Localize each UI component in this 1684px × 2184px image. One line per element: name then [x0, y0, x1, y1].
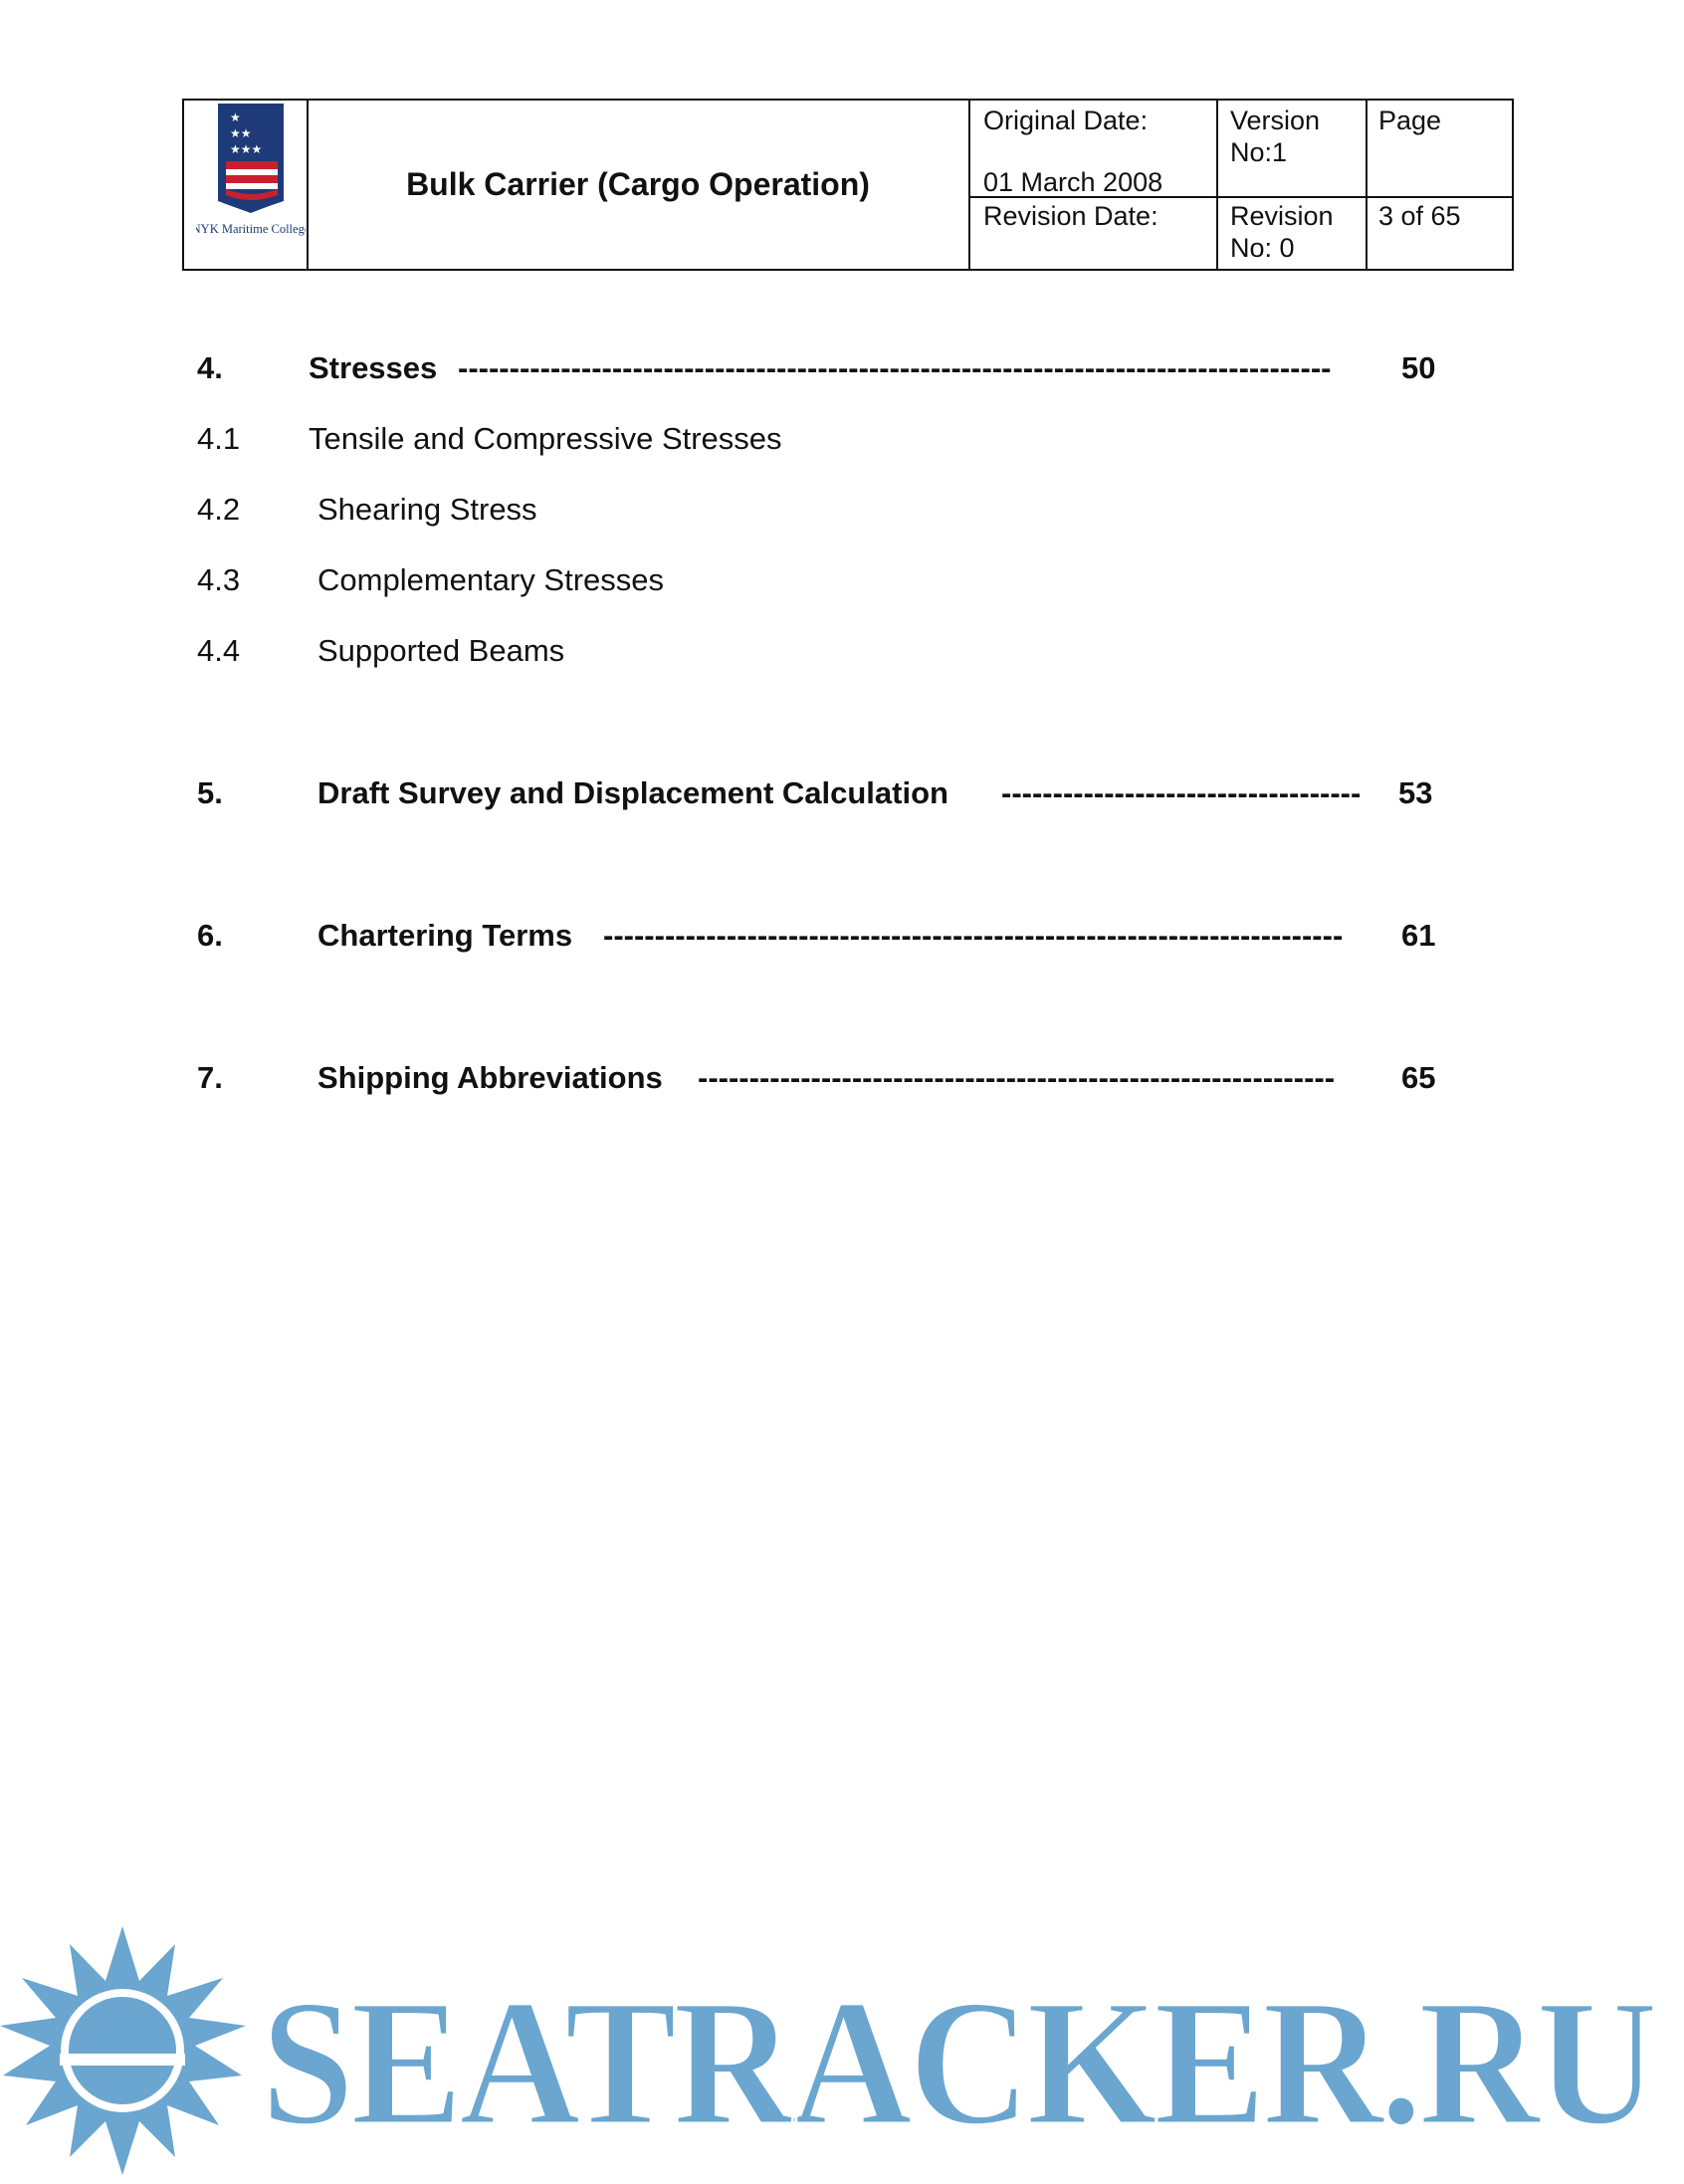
- revision-number: No: 0: [1230, 233, 1295, 263]
- toc-number: 4.: [197, 350, 223, 385]
- toc-title: Chartering Terms: [317, 918, 573, 953]
- toc-entry-4[interactable]: [197, 348, 1491, 388]
- original-date-label: Original Date:: [983, 106, 1149, 135]
- toc-page: 61: [1401, 918, 1436, 953]
- toc-entry-4-4[interactable]: [197, 631, 1491, 671]
- toc-entry-6[interactable]: [197, 916, 1491, 956]
- toc-title: Supported Beams: [317, 633, 565, 668]
- toc-number: 4.2: [197, 492, 241, 527]
- toc-leader: ------------------------------------------------------------------------: [603, 918, 1344, 953]
- divider: [1216, 101, 1218, 269]
- toc-page: 65: [1401, 1060, 1436, 1095]
- toc-title: Shearing Stress: [317, 492, 537, 527]
- toc-title: Tensile and Compressive Stresses: [309, 421, 782, 456]
- toc-title: Complementary Stresses: [317, 562, 665, 597]
- toc-entry-5[interactable]: [197, 773, 1491, 813]
- revision-date-label: Revision Date:: [983, 201, 1158, 231]
- svg-text:★★: ★★: [230, 126, 252, 140]
- toc-number: 7.: [197, 1060, 223, 1095]
- toc-title: Shipping Abbreviations: [317, 1060, 663, 1095]
- svg-text:★: ★: [230, 110, 241, 124]
- toc-number: 5.: [197, 775, 223, 810]
- toc-entry-7[interactable]: [197, 1058, 1491, 1098]
- toc-number: 4.3: [197, 562, 241, 597]
- document-title: Bulk Carrier (Cargo Operation): [406, 166, 870, 202]
- toc-entry-4-2[interactable]: [197, 490, 1491, 530]
- toc-number: 6.: [197, 918, 223, 953]
- page-value: 3 of 65: [1378, 201, 1461, 231]
- svg-text:★★★: ★★★: [230, 142, 263, 156]
- sun-icon: [0, 1926, 246, 2175]
- toc-leader: -------------------------------------------------------------------------------------: [458, 350, 1332, 385]
- nyk-logo: [196, 104, 306, 263]
- toc-page: 50: [1401, 350, 1436, 385]
- watermark-text: SEATRACKER.RU: [261, 1963, 1654, 2163]
- divider: [1366, 101, 1368, 269]
- toc-leader: -----------------------------------: [1001, 775, 1362, 810]
- logo-caption: NYK Maritime College: [196, 222, 306, 236]
- toc-number: 4.4: [197, 633, 241, 668]
- revision-label: Revision: [1230, 201, 1334, 231]
- toc-entry-4-3[interactable]: [197, 560, 1491, 600]
- page-label: Page: [1378, 106, 1442, 135]
- original-date-value: 01 March 2008: [983, 167, 1163, 197]
- divider: [968, 101, 970, 269]
- watermark: [0, 1926, 1684, 2179]
- toc-page: 53: [1398, 775, 1433, 810]
- version-label: Version: [1230, 106, 1321, 135]
- toc-number: 4.1: [197, 421, 241, 456]
- document-header: [182, 99, 1514, 271]
- toc-entry-4-1[interactable]: [197, 419, 1491, 459]
- toc-title: Draft Survey and Displacement Calculation: [317, 775, 948, 810]
- toc-leader: --------------------------------------------------------------: [698, 1060, 1336, 1095]
- toc-title: Stresses: [309, 350, 438, 385]
- version-number: No:1: [1230, 137, 1288, 167]
